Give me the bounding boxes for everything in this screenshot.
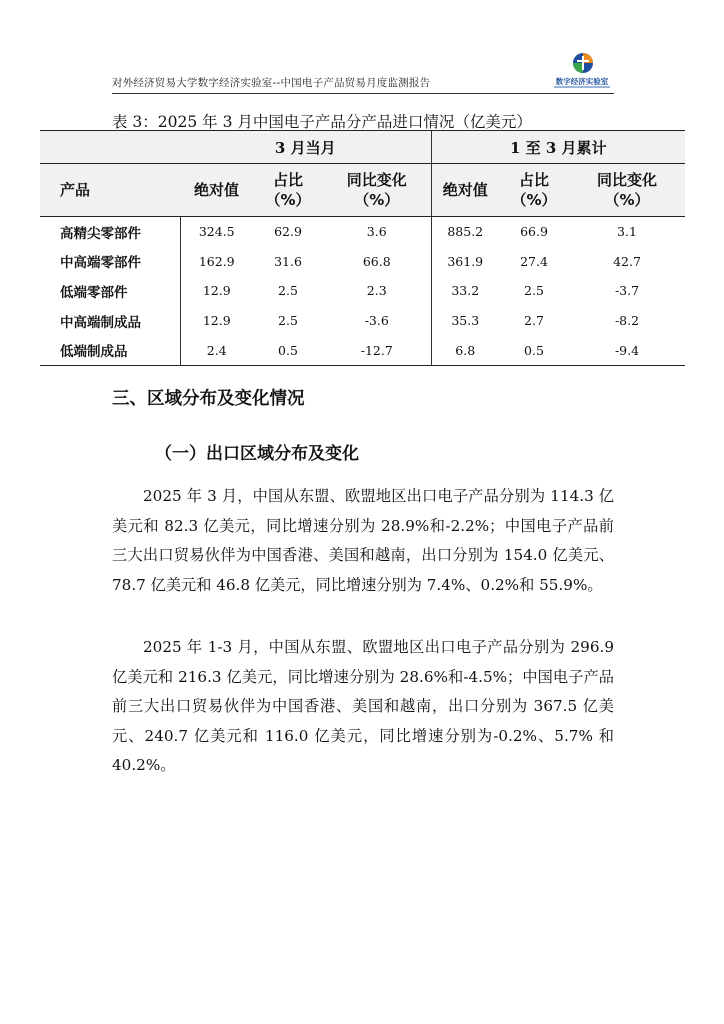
cell-product: 中高端零部件	[60, 255, 141, 272]
table-row	[40, 335, 685, 365]
col-header-month-abs-label: 绝对值	[193, 181, 239, 199]
header-text: 对外经济贸易大学数字经济实验室--中国电子产品贸易月度监测报告	[112, 77, 431, 89]
cell-cum-abs: 885.2	[431, 217, 499, 247]
import-by-product-table	[40, 130, 685, 366]
cell-cum-yoy: -3.7	[614, 283, 640, 299]
cell-month-share: 2.5	[278, 313, 298, 329]
table-row	[40, 217, 685, 247]
page-header	[112, 52, 614, 94]
cell-cum-yoy: 42.7	[613, 253, 641, 269]
group-header-row	[40, 131, 685, 164]
cell-cum-yoy: 3.1	[617, 224, 637, 240]
cell-cum-share: 66.9	[520, 224, 548, 240]
col-header-month-yoy-unit: （%）	[354, 191, 400, 209]
col-header-cum-yoy-unit: （%）	[604, 191, 650, 209]
cell-month-yoy: 3.6	[366, 224, 387, 240]
cell-month-share: 0.5	[253, 335, 323, 365]
paragraph-jan-mar: 2025 年 1-3 月，中国从东盟、欧盟地区出口电子产品分别为 296.9 亿美元和 216.3 亿美元，同比增速分别为 28.6%和-4.5%；中国电子产品前三大出口贸易伙伴为中国香港、美国和越南，出口分别为 367.5 亿美元、240.7 亿美元和 116.0 亿美元，同比增速分别为-0.2%、5.7% 和 40.2%。	[112, 638, 614, 774]
col-header-month-yoy-label: 同比变化	[346, 171, 407, 189]
cell-cum-abs: 6.8	[431, 335, 499, 365]
cell-cum-abs: 33.2	[431, 276, 499, 306]
lab-logo	[550, 52, 614, 92]
header-rule	[112, 93, 614, 94]
col-header-cum-abs-label: 绝对值	[442, 181, 488, 199]
cell-month-abs: 12.9	[180, 306, 253, 336]
col-header-product: 产品	[40, 164, 180, 217]
section-subtitle: （一）出口区域分布及变化	[155, 444, 359, 464]
paragraph-march: 2025 年 3 月，中国从东盟、欧盟地区出口电子产品分别为 114.3 亿美元和 82.3 亿美元，同比增速分别为 28.9%和-2.2%；中国电子产品前三大出口贸易伙伴为中国香港、美国和越南，出口分别为 154.0 亿美元、78.7 亿美元和 46.8 亿美元，同比增速分别为 7.4%、0.2%和 55.9%。	[112, 487, 614, 594]
cell-cum-yoy: -9.4	[569, 335, 685, 365]
cell-month-yoy: 2.3	[366, 283, 387, 299]
cell-month-share: 2.5	[278, 283, 298, 299]
cell-month-yoy: -3.6	[364, 313, 389, 329]
cell-month-abs: 324.5	[180, 217, 253, 247]
cell-month-yoy: 66.8	[362, 253, 391, 269]
column-header-row	[40, 164, 685, 217]
cell-cum-abs: 361.9	[431, 247, 499, 277]
cell-cum-abs: 35.3	[431, 306, 499, 336]
globe-logo-icon	[572, 52, 594, 74]
cell-product: 低端制成品	[40, 335, 180, 365]
cell-cum-share: 0.5	[499, 335, 569, 365]
table-caption: 表 3：2025 年 3 月中国电子产品分产品进口情况（亿美元）	[112, 113, 532, 131]
group-header-cumulative: 1 至 3 月累计	[431, 131, 685, 164]
cell-month-share: 62.9	[274, 224, 302, 240]
cell-cum-yoy: -8.2	[614, 313, 640, 329]
col-header-month-share-unit: （%）	[265, 191, 311, 209]
cell-product: 中高端制成品	[60, 314, 141, 331]
logo-underline	[554, 86, 610, 88]
col-header-cum-abs	[431, 164, 499, 217]
cell-cum-share: 27.4	[520, 253, 548, 269]
col-header-cum-share-unit: （%）	[511, 191, 557, 209]
col-header-cum-yoy	[569, 164, 685, 217]
cell-product: 高精尖零部件	[60, 225, 141, 242]
cell-product: 低端零部件	[60, 284, 128, 301]
cell-month-abs: 12.9	[180, 276, 253, 306]
col-header-month-share	[253, 164, 323, 217]
col-header-month-abs	[180, 164, 253, 217]
cell-month-yoy: -12.7	[323, 335, 431, 365]
col-header-cum-share	[499, 164, 569, 217]
col-header-cum-yoy-label: 同比变化	[596, 171, 657, 189]
col-header-cum-share-label: 占比	[518, 171, 549, 189]
logo-text: 数字经济实验室	[555, 77, 609, 86]
table-row	[40, 247, 685, 277]
cell-month-abs: 2.4	[180, 335, 253, 365]
table-row	[40, 306, 685, 336]
table-row	[40, 276, 685, 306]
cell-cum-share: 2.5	[524, 283, 544, 299]
cell-month-share: 31.6	[274, 253, 302, 269]
cell-cum-share: 2.7	[524, 313, 544, 329]
group-header-blank	[40, 131, 180, 164]
col-header-month-yoy	[323, 164, 431, 217]
cell-month-abs: 162.9	[180, 247, 253, 277]
section-title: 三、区域分布及变化情况	[112, 389, 305, 409]
group-header-month: 3 月当月	[180, 131, 431, 164]
col-header-month-share-label: 占比	[272, 171, 303, 189]
